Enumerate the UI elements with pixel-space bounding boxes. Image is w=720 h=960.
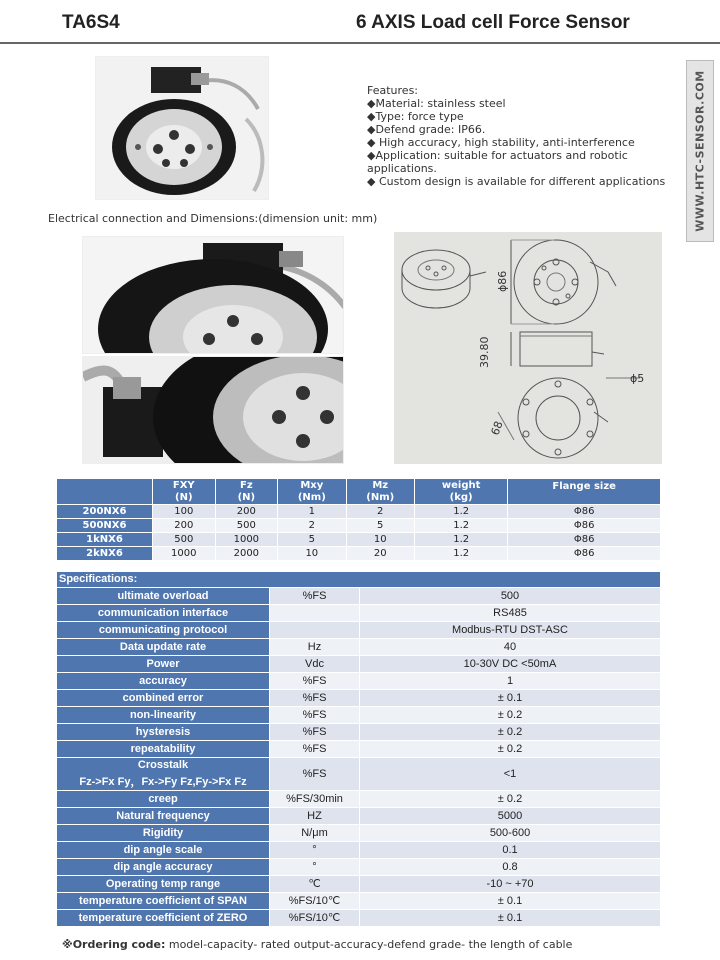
- website-text: WWW.HTC-SENSOR.COM: [693, 70, 707, 232]
- range-cell: Φ86: [508, 519, 661, 533]
- spec-parameter-name: hysteresis: [135, 725, 191, 738]
- spec-table-header: [57, 572, 661, 588]
- spec-row: [57, 842, 661, 859]
- spec-row: [57, 859, 661, 876]
- spec-value: 40: [360, 639, 661, 656]
- spec-parameter-name: temperature coefficient of ZERO: [78, 911, 248, 924]
- spec-value: -10 ~ +70: [360, 876, 661, 893]
- spec-unit: N/μm: [270, 825, 360, 842]
- spec-parameter: [57, 673, 270, 690]
- spec-parameter-name: communicating protocol: [98, 623, 228, 636]
- range-cell: 1.2: [414, 505, 507, 519]
- spec-unit: Vdc: [270, 656, 360, 673]
- range-cell: 500: [153, 533, 216, 547]
- spec-value: ± 0.2: [360, 707, 661, 724]
- range-cell: 500: [215, 519, 278, 533]
- spec-row: [57, 622, 661, 639]
- spec-value: 500-600: [360, 825, 661, 842]
- range-cell: 1.2: [414, 533, 507, 547]
- spec-parameter-name: ultimate overload: [117, 589, 209, 602]
- spec-parameter: [57, 707, 270, 724]
- connection-photo-lower: [82, 356, 344, 464]
- spec-value: 500: [360, 588, 661, 605]
- spec-parameter: [57, 690, 270, 707]
- spec-unit: %FS: [270, 741, 360, 758]
- range-header-cell: Flange size: [508, 479, 661, 505]
- spec-parameter: [57, 758, 270, 791]
- spec-value: RS485: [360, 605, 661, 622]
- spec-row: [57, 876, 661, 893]
- table-row: [57, 505, 661, 519]
- spec-value: ± 0.1: [360, 910, 661, 927]
- range-header-cell: FXY (N): [153, 479, 216, 505]
- range-cell: 200: [153, 519, 216, 533]
- features-title: Features:: [367, 84, 419, 97]
- spec-parameter: [57, 639, 270, 656]
- spec-row: [57, 741, 661, 758]
- spec-row: [57, 690, 661, 707]
- spec-unit: %FS/30min: [270, 791, 360, 808]
- range-model: 200NX6: [57, 505, 153, 519]
- spec-parameter-name: accuracy: [139, 674, 187, 687]
- connector-closeup-image: [83, 357, 344, 464]
- spec-parameter: [57, 605, 270, 622]
- feature-item: ◆Material: stainless steel: [367, 97, 506, 110]
- dim-diameter: ϕ86: [496, 270, 509, 292]
- spec-parameter: [57, 724, 270, 741]
- dim-hole: ϕ5: [630, 372, 645, 385]
- spec-parameter: [57, 825, 270, 842]
- table-row: [57, 533, 661, 547]
- spec-parameter-name: communication interface: [97, 606, 229, 619]
- spec-row: [57, 588, 661, 605]
- spec-unit: %FS: [270, 724, 360, 741]
- spec-parameter-name: combined error: [122, 691, 204, 704]
- spec-unit: ℃: [270, 876, 360, 893]
- range-cell: 5: [278, 533, 346, 547]
- feature-item: ◆Type: force type: [367, 110, 464, 123]
- spec-unit: Hz: [270, 639, 360, 656]
- spec-parameter-subname: Fz->Fx Fy，Fx->Fy Fz,Fy->Fx Fz: [79, 776, 247, 788]
- spec-row: [57, 707, 661, 724]
- spec-unit: °: [270, 842, 360, 859]
- spec-row: [57, 656, 661, 673]
- spec-parameter-name: Rigidity: [142, 826, 184, 839]
- page-title: 6 AXIS Load cell Force Sensor: [356, 12, 630, 33]
- range-table: [56, 478, 661, 561]
- header-divider: [0, 42, 720, 44]
- range-table-header: [57, 479, 661, 505]
- specifications-table: [56, 571, 661, 927]
- spec-parameter: [57, 842, 270, 859]
- feature-item: ◆Application: suitable for actuators and robotic applications.: [367, 149, 628, 175]
- feature-item: ◆ High accuracy, high stability, anti-interference: [367, 136, 635, 149]
- section-label: Electrical connection and Dimensions:(dimension unit: mm): [48, 212, 378, 225]
- spec-row: [57, 791, 661, 808]
- spec-parameter: [57, 622, 270, 639]
- range-cell: 1000: [153, 547, 216, 561]
- range-cell: 10: [278, 547, 346, 561]
- range-cell: 2: [346, 505, 414, 519]
- range-header-cell: Mxy (Nm): [278, 479, 346, 505]
- spec-parameter: [57, 656, 270, 673]
- range-header-cell: Mz (Nm): [346, 479, 414, 505]
- spec-value: 1: [360, 673, 661, 690]
- spec-row: [57, 724, 661, 741]
- features-list: [367, 84, 677, 188]
- spec-unit: %FS: [270, 690, 360, 707]
- spec-value: ± 0.2: [360, 741, 661, 758]
- spec-value: ± 0.2: [360, 724, 661, 741]
- spec-value: ± 0.1: [360, 893, 661, 910]
- range-cell: 2: [278, 519, 346, 533]
- spec-unit: %FS: [270, 758, 360, 791]
- spec-parameter-name: Crosstalk: [137, 759, 189, 771]
- spec-value: 5000: [360, 808, 661, 825]
- spec-row: [57, 910, 661, 927]
- spec-parameter: [57, 859, 270, 876]
- range-cell: Φ86: [508, 547, 661, 561]
- range-model: 500NX6: [57, 519, 153, 533]
- spec-value: Modbus-RTU DST-ASC: [360, 622, 661, 639]
- spec-row: [57, 673, 661, 690]
- spec-unit: %FS/10℃: [270, 893, 360, 910]
- range-cell: 100: [153, 505, 216, 519]
- range-cell: 20: [346, 547, 414, 561]
- range-cell: 10: [346, 533, 414, 547]
- range-model: 2kNX6: [57, 547, 153, 561]
- sensor-image: [96, 57, 269, 200]
- spec-row: [57, 605, 661, 622]
- table-row: [57, 547, 661, 561]
- spec-unit: [270, 605, 360, 622]
- spec-title: Specifications:: [57, 572, 661, 588]
- spec-parameter-name: creep: [148, 792, 178, 805]
- spec-value: 10-30V DC <50mA: [360, 656, 661, 673]
- website-tag: [686, 60, 714, 242]
- dim-height: 39.80: [478, 336, 491, 368]
- range-cell: 1000: [215, 533, 278, 547]
- range-cell: Φ86: [508, 533, 661, 547]
- spec-parameter-name: non-linearity: [129, 708, 196, 721]
- ordering-code: [62, 938, 572, 951]
- spec-parameter-name: Natural frequency: [116, 809, 210, 822]
- spec-parameter: [57, 741, 270, 758]
- range-cell: 5: [346, 519, 414, 533]
- spec-unit: %FS/10℃: [270, 910, 360, 927]
- dimension-drawing: [394, 232, 662, 464]
- dim-pcd: 68: [488, 419, 506, 438]
- spec-parameter-name: temperature coefficient of SPAN: [79, 894, 247, 907]
- range-cell: 1.2: [414, 519, 507, 533]
- range-cell: 1.2: [414, 547, 507, 561]
- spec-unit: %FS: [270, 588, 360, 605]
- spec-parameter: [57, 588, 270, 605]
- range-model: 1kNX6: [57, 533, 153, 547]
- ordering-label: ※Ordering code:: [62, 938, 166, 951]
- range-header-cell: Fz (N): [215, 479, 278, 505]
- spec-parameter-name: repeatability: [130, 742, 196, 755]
- range-cell: 1: [278, 505, 346, 519]
- spec-parameter-name: Operating temp range: [105, 877, 221, 890]
- spec-row: [57, 825, 661, 842]
- range-header-cell: weight (kg): [414, 479, 507, 505]
- ordering-text: model-capacity- rated output-accuracy-defend grade- the length of cable: [165, 938, 573, 951]
- spec-parameter: [57, 910, 270, 927]
- spec-parameter: [57, 876, 270, 893]
- spec-row: [57, 893, 661, 910]
- connection-photo-upper: [82, 236, 344, 354]
- spec-parameter-name: dip angle scale: [123, 843, 203, 856]
- range-cell: Φ86: [508, 505, 661, 519]
- spec-unit: HZ: [270, 808, 360, 825]
- feature-item: ◆ Custom design is available for different applications: [367, 175, 666, 188]
- spec-value: 0.8: [360, 859, 661, 876]
- product-photo: [95, 56, 269, 200]
- range-cell: 2000: [215, 547, 278, 561]
- spec-parameter: [57, 791, 270, 808]
- spec-parameter-name: dip angle accuracy: [113, 860, 213, 873]
- spec-value: <1: [360, 758, 661, 791]
- spec-unit: [270, 622, 360, 639]
- spec-parameter: [57, 808, 270, 825]
- spec-row: [57, 808, 661, 825]
- sensor-closeup-image: [83, 237, 344, 354]
- technical-drawing: [394, 232, 662, 464]
- spec-parameter-name: Data update rate: [119, 640, 207, 653]
- range-header-cell: [57, 479, 153, 505]
- spec-value: 0.1: [360, 842, 661, 859]
- spec-row: [57, 639, 661, 656]
- spec-value: ± 0.1: [360, 690, 661, 707]
- table-row: [57, 519, 661, 533]
- spec-value: ± 0.2: [360, 791, 661, 808]
- spec-unit: %FS: [270, 707, 360, 724]
- model-code: TA6S4: [62, 12, 120, 33]
- spec-unit: %FS: [270, 673, 360, 690]
- spec-parameter: [57, 893, 270, 910]
- spec-parameter-name: Power: [146, 657, 180, 670]
- feature-item: ◆Defend grade: IP66.: [367, 123, 486, 136]
- spec-unit: °: [270, 859, 360, 876]
- range-cell: 200: [215, 505, 278, 519]
- spec-row: [57, 758, 661, 791]
